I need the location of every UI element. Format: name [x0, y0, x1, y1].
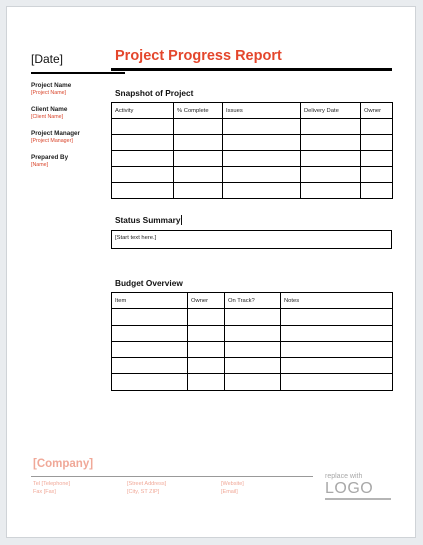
text-cursor: [181, 215, 182, 225]
table-cell[interactable]: [361, 135, 393, 151]
meta-label: Project Name: [31, 82, 72, 89]
table-cell[interactable]: [174, 167, 223, 183]
table-cell[interactable]: [281, 325, 393, 341]
table-cell[interactable]: [188, 374, 225, 390]
table-cell[interactable]: [281, 309, 393, 325]
table-header-row: [112, 103, 393, 119]
column-header: Owner: [361, 103, 393, 119]
table-header-row: [112, 293, 393, 309]
meta-value[interactable]: [Name]: [31, 162, 49, 168]
table-cell[interactable]: [112, 119, 174, 135]
meta-label: Prepared By: [31, 154, 69, 161]
column-header: Owner: [188, 293, 225, 309]
meta-label: Client Name: [31, 106, 68, 113]
logo-text: LOGO: [325, 480, 374, 497]
table-cell[interactable]: [301, 119, 361, 135]
table-cell[interactable]: [223, 167, 301, 183]
table-cell[interactable]: [301, 135, 361, 151]
table-cell[interactable]: [112, 135, 174, 151]
report-title[interactable]: Project Progress Report: [115, 48, 282, 64]
footer-address-column: [127, 480, 166, 496]
budget-heading[interactable]: Budget Overview: [115, 278, 183, 288]
snapshot-heading[interactable]: Snapshot of Project: [115, 88, 194, 98]
table-cell[interactable]: [112, 309, 188, 325]
table-cell[interactable]: [112, 183, 174, 199]
table-cell[interactable]: [112, 374, 188, 390]
meta-value[interactable]: [Client Name]: [31, 114, 64, 120]
logo-caption: replace with: [325, 473, 363, 480]
logo-placeholder[interactable]: [325, 473, 395, 500]
table-cell[interactable]: [361, 167, 393, 183]
table-cell[interactable]: [225, 374, 281, 390]
footer-website[interactable]: [Website]: [221, 481, 244, 487]
table-cell[interactable]: [281, 358, 393, 374]
table-cell[interactable]: [223, 151, 301, 167]
column-header: Activity: [112, 103, 174, 119]
footer-fax[interactable]: Fax [Fax]: [33, 489, 56, 495]
table-cell[interactable]: [112, 151, 174, 167]
table-cell[interactable]: [281, 341, 393, 357]
table-cell[interactable]: [188, 341, 225, 357]
budget-table: [111, 292, 393, 391]
date-rule: [31, 72, 125, 74]
column-header: On Track?: [225, 293, 281, 309]
table-cell[interactable]: [174, 183, 223, 199]
table-cell[interactable]: [281, 374, 393, 390]
column-header: Item: [112, 293, 188, 309]
footer-rule: [31, 476, 313, 477]
table-row: [112, 183, 393, 199]
table-cell[interactable]: [174, 119, 223, 135]
table-cell[interactable]: [174, 151, 223, 167]
meta-label: Project Manager: [31, 130, 80, 137]
meta-value[interactable]: [Project Name]: [31, 90, 67, 96]
footer-web-column: [221, 480, 244, 496]
status-summary-textbox[interactable]: [Start text here.]: [111, 230, 392, 249]
column-header: % Complete: [174, 103, 223, 119]
table-row: [112, 325, 393, 341]
table-cell[interactable]: [225, 325, 281, 341]
table-cell[interactable]: [112, 358, 188, 374]
date-field[interactable]: [Date]: [31, 52, 64, 66]
logo-underline: [325, 498, 391, 500]
footer-city[interactable]: [City, ST ZIP]: [127, 489, 160, 495]
table-cell[interactable]: [112, 167, 174, 183]
table-row: [112, 119, 393, 135]
table-cell[interactable]: [361, 119, 393, 135]
column-header: Delivery Date: [301, 103, 361, 119]
column-header: Issues: [223, 103, 301, 119]
column-header: Notes: [281, 293, 393, 309]
table-cell[interactable]: [174, 135, 223, 151]
table-cell[interactable]: [361, 183, 393, 199]
table-row: [112, 309, 393, 325]
status-summary-heading[interactable]: [115, 215, 182, 225]
table-row: [112, 358, 393, 374]
table-cell[interactable]: [112, 325, 188, 341]
table-row: [112, 151, 393, 167]
table-cell[interactable]: [301, 183, 361, 199]
table-cell[interactable]: [301, 151, 361, 167]
table-row: [112, 341, 393, 357]
meta-project-name: [31, 82, 125, 97]
table-cell[interactable]: [225, 341, 281, 357]
company-name[interactable]: [Company]: [33, 458, 94, 470]
table-cell[interactable]: [361, 151, 393, 167]
table-cell[interactable]: [188, 325, 225, 341]
table-cell[interactable]: [223, 135, 301, 151]
table-cell[interactable]: [188, 309, 225, 325]
table-cell[interactable]: [188, 358, 225, 374]
table-row: [112, 374, 393, 390]
footer-email[interactable]: [Email]: [221, 489, 238, 495]
snapshot-table: [111, 102, 393, 199]
footer-phone-column: [33, 480, 70, 496]
table-row: [112, 167, 393, 183]
meta-value[interactable]: [Project Manager]: [31, 138, 73, 144]
status-summary-title: Status Summary: [115, 215, 181, 225]
document-page: [6, 6, 416, 538]
title-rule: [111, 68, 392, 71]
table-cell[interactable]: [225, 358, 281, 374]
table-row: [112, 135, 393, 151]
table-cell[interactable]: [223, 119, 301, 135]
table-cell[interactable]: [112, 341, 188, 357]
table-cell[interactable]: [301, 167, 361, 183]
table-cell[interactable]: [225, 309, 281, 325]
table-cell[interactable]: [223, 183, 301, 199]
footer-street[interactable]: [Street Address]: [127, 481, 167, 487]
footer-telephone[interactable]: Tel [Telephone]: [33, 481, 70, 487]
